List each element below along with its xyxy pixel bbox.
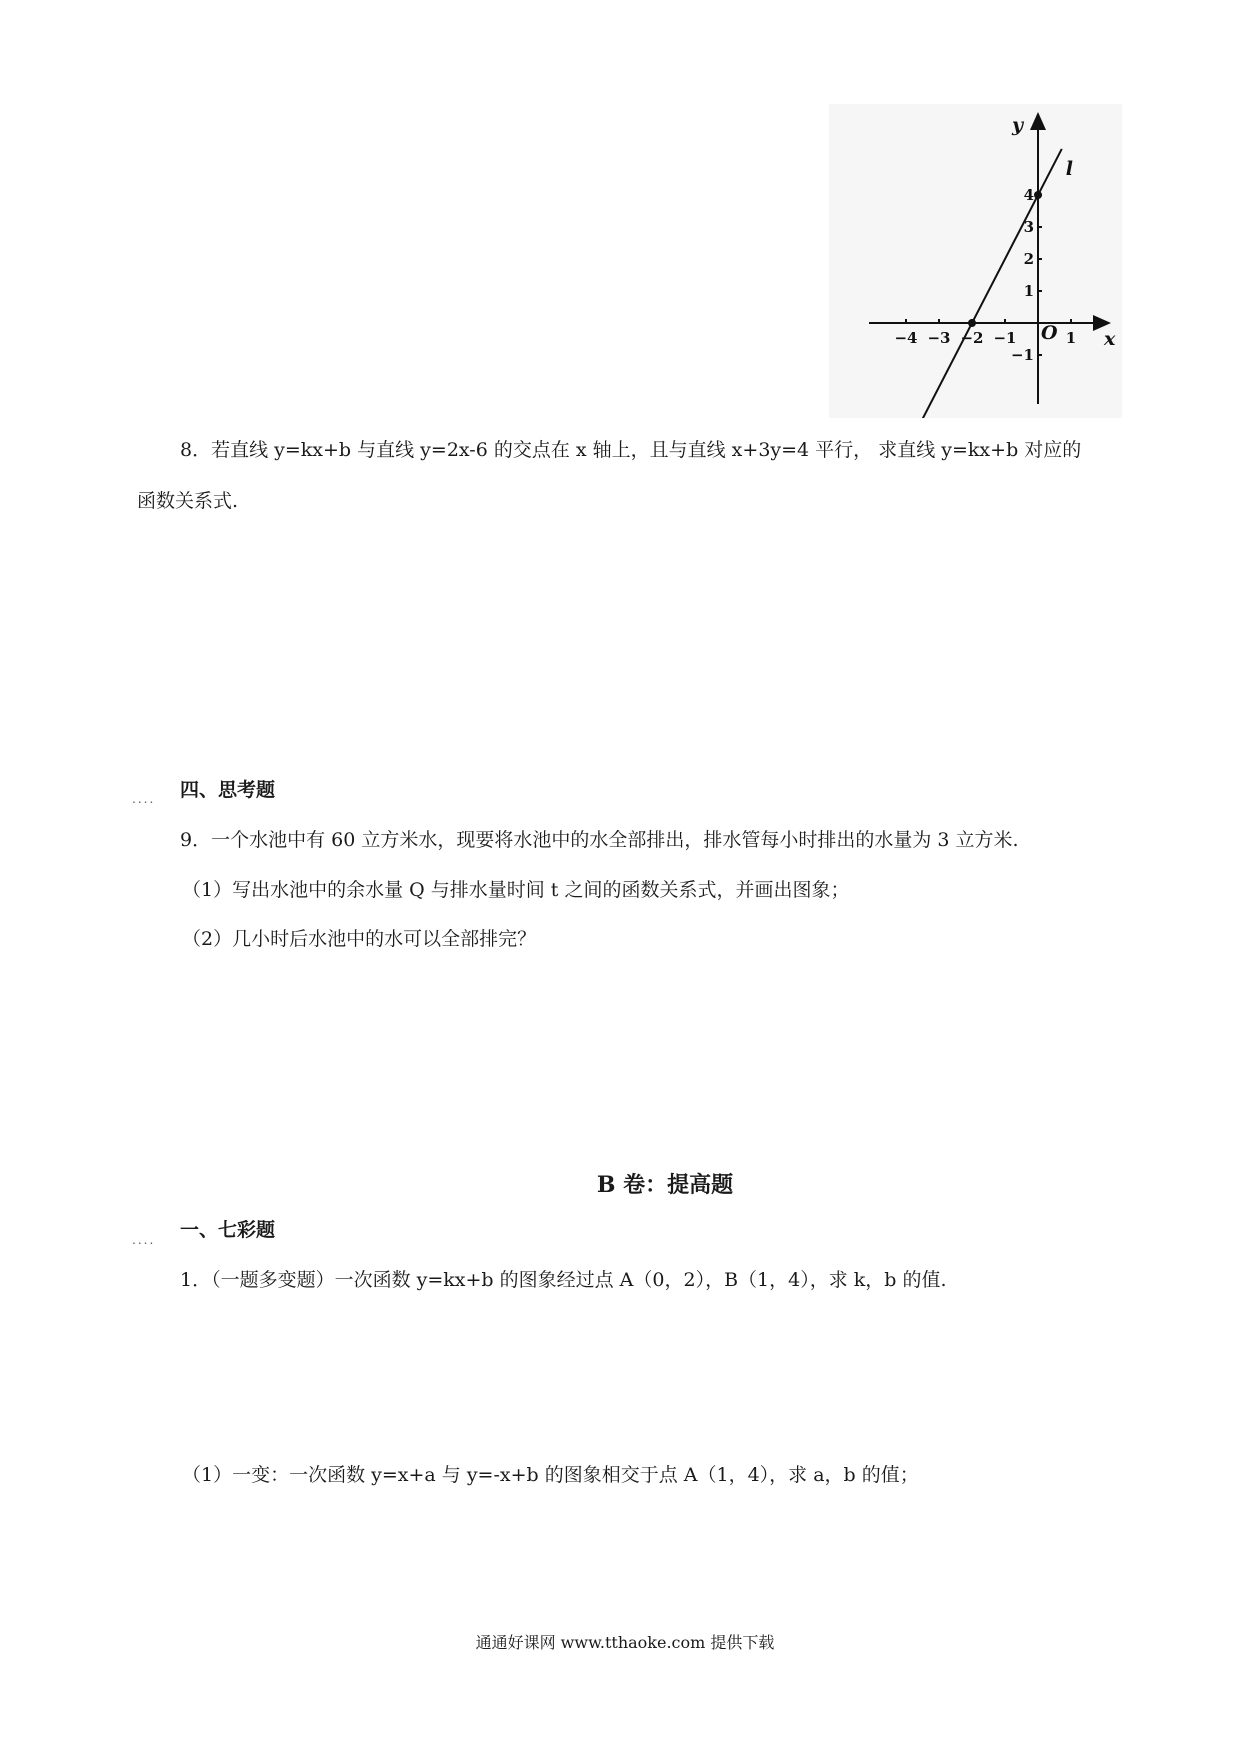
x-tick-label: −4 [894, 329, 918, 347]
line-l [911, 149, 1062, 418]
x-axis-label: x [1104, 328, 1116, 350]
graph-point [1034, 191, 1042, 199]
y-axis-label: y [1012, 114, 1024, 136]
origin-label: O [1041, 322, 1058, 344]
section1-dots: .... [132, 1233, 156, 1247]
y-tick-label: 4 [1023, 186, 1034, 204]
x-tick-label: −3 [927, 329, 951, 347]
q8-line1: 8．若直线 y=kx+b 与直线 y=2x-6 的交点在 x 轴上，且与直线 x+3y=4 平行， 求直线 y=kx+b 对应的 [180, 439, 1082, 461]
x-tick-label: 1 [1065, 329, 1077, 347]
y-tick-label: −1 [1010, 346, 1034, 364]
x-tick-label: −1 [993, 329, 1017, 347]
y-tick-label: 3 [1023, 218, 1034, 236]
q9-part2: （2）几小时后水池中的水可以全部排完？ [182, 928, 537, 950]
b1-variant1: （1）一变：一次函数 y=x+a 与 y=-x+b 的图象相交于点 A（1，4），求 a，b 的值； [182, 1464, 919, 1486]
section-b-title: B 卷：提高题 [596, 1172, 734, 1198]
graph-svg [829, 104, 1122, 418]
section4-dots: .... [132, 792, 156, 806]
function-graph [829, 104, 1122, 418]
line-label: l [1065, 157, 1073, 180]
graph-point [968, 319, 976, 327]
q9-stem: 9．一个水池中有 60 立方米水，现要将水池中的水全部排出，排水管每小时排出的水量为 3 立方米. [180, 829, 1019, 851]
y-tick-label: 2 [1023, 250, 1034, 268]
b1-stem: 1．（一题多变题）一次函数 y=kx+b 的图象经过点 A（0，2），B（1，4），求 k，b 的值. [180, 1269, 947, 1291]
x-tick-label: −2 [960, 329, 984, 347]
q8-line2: 函数关系式. [137, 490, 239, 512]
footer: 通通好课网 www.tthaoke.com 提供下载 [475, 1633, 775, 1652]
section4-heading: 四、思考题 [180, 779, 276, 801]
q9-part1: （1）写出水池中的余水量 Q 与排水量时间 t 之间的函数关系式，并画出图象； [182, 879, 850, 901]
section1-heading: 一、七彩题 [180, 1219, 276, 1241]
y-tick-label: 1 [1023, 282, 1034, 300]
